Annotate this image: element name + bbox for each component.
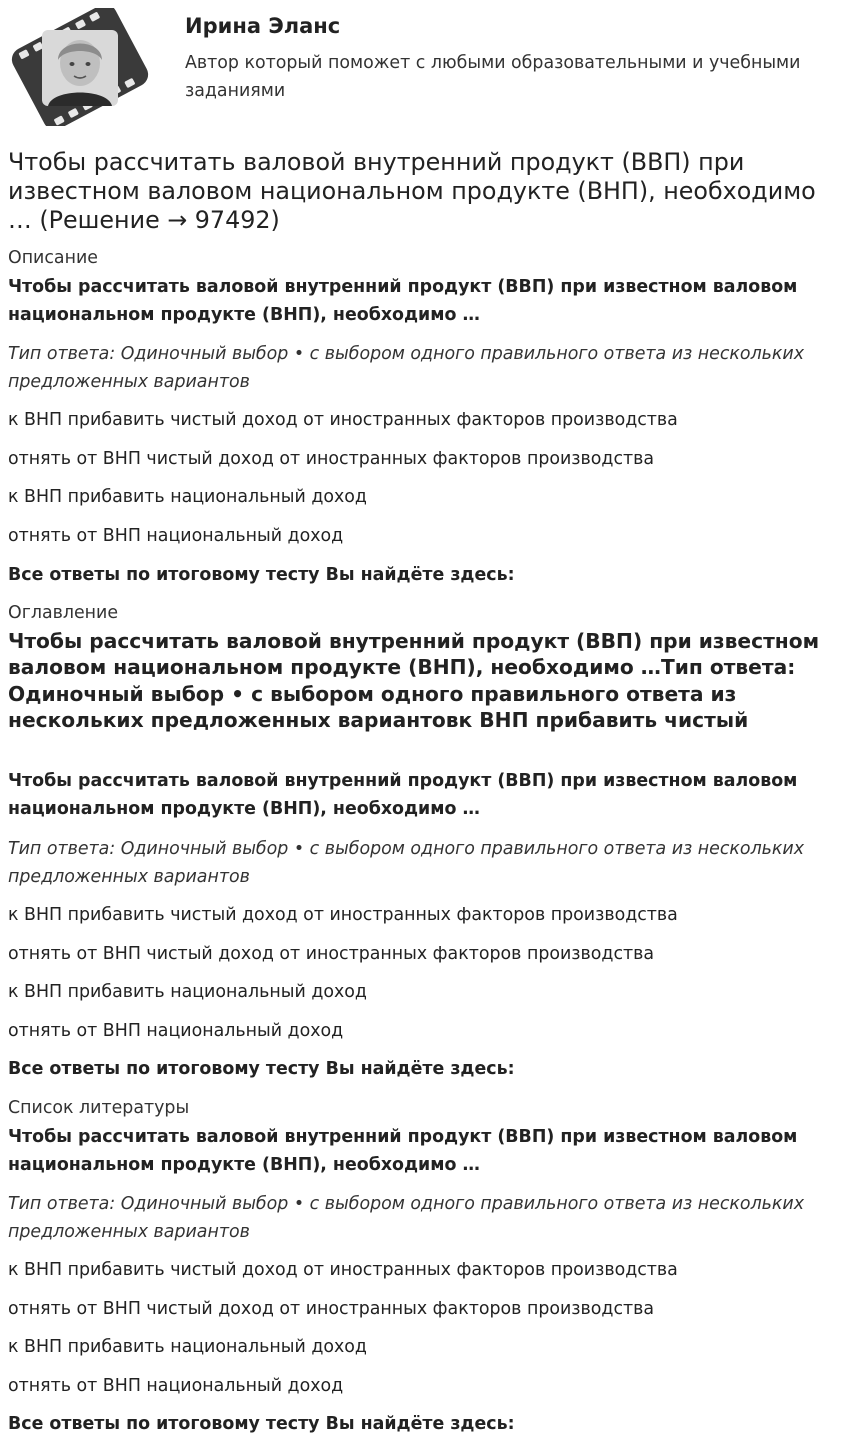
option-item: к ВНП прибавить национальный доход [8, 982, 367, 1002]
literature-answer-type [8, 1190, 838, 1246]
answer-type-text: Тип ответа: Одиночный выбор • с выбором одного правильного ответа из нескольких предложенных вариантов [8, 839, 805, 887]
author-card [0, 0, 847, 135]
question-text: Чтобы рассчитать валовой внутренний продукт (ВВП) при известном валовом национальном продукте (ВНП), необходимо … [8, 771, 798, 819]
author-name[interactable]: Ирина Эланс [185, 14, 341, 38]
answer-type-text: Тип ответа: Одиночный выбор • с выбором одного правильного ответа из нескольких предложенных вариантов [8, 1194, 805, 1242]
option-item: отнять от ВНП чистый доход от иностранных факторов производства [8, 449, 655, 469]
answer-type-text: Тип ответа: Одиночный выбор • с выбором одного правильного ответа из нескольких предложенных вариантов [8, 344, 805, 392]
literature-section [8, 1098, 838, 1118]
page-title: Чтобы рассчитать валовой внутренний продукт (ВВП) при известном валовом национальном продукте (ВНП), необходимо … (Решение → 97492) [8, 148, 816, 234]
contents-heading: Чтобы рассчитать валовой внутренний продукт (ВВП) при известном валовом национальном продукте (ВНП), необходимо …Тип ответа: Одиночный выбор • с выбором одного правильного ответа из нескольких предложенных вариантовк ВНП прибавить чистый [8, 629, 820, 732]
section-label-literature: Список литературы [8, 1098, 190, 1118]
option-item: отнять от ВНП чистый доход от иностранных факторов производства [8, 1299, 655, 1319]
option-item: отнять от ВНП чистый доход от иностранных факторов производства [8, 944, 655, 964]
answers-note[interactable]: Все ответы по итоговому тесту Вы найдёте здесь: [8, 1059, 515, 1079]
option-item: к ВНП прибавить национальный доход [8, 487, 367, 507]
section-label-contents: Оглавление [8, 603, 119, 623]
question-text: Чтобы рассчитать валовой внутренний продукт (ВВП) при известном валовом национальном продукте (ВНП), необходимо … [8, 277, 798, 325]
answers-note[interactable]: Все ответы по итоговому тесту Вы найдёте здесь: [8, 565, 515, 585]
avatar-filmstrip-icon [8, 8, 152, 126]
description-answer-type [8, 340, 838, 396]
option-item: к ВНП прибавить чистый доход от иностранных факторов производства [8, 1260, 678, 1280]
author-avatar[interactable] [8, 8, 152, 126]
literature-question [8, 1123, 838, 1179]
contents-answer-type [8, 835, 838, 891]
description-answers-note [8, 565, 838, 585]
contents-question [8, 767, 838, 823]
section-label-description: Описание [8, 248, 98, 268]
description-section [8, 248, 838, 268]
option-item: к ВНП прибавить чистый доход от иностранных факторов производства [8, 905, 678, 925]
contents-heading-block [8, 628, 838, 733]
literature-answers-note [8, 1414, 838, 1434]
option-item: отнять от ВНП национальный доход [8, 1376, 344, 1396]
contents-section [8, 603, 838, 623]
author-description: Автор который поможет с любыми образовательными и учебными заданиями [185, 53, 801, 101]
option-item: отнять от ВНП национальный доход [8, 1021, 344, 1041]
option-item: отнять от ВНП национальный доход [8, 526, 344, 546]
answers-note[interactable]: Все ответы по итоговому тесту Вы найдёте здесь: [8, 1414, 515, 1434]
option-item: к ВНП прибавить национальный доход [8, 1337, 367, 1357]
description-question [8, 273, 838, 329]
question-text: Чтобы рассчитать валовой внутренний продукт (ВВП) при известном валовом национальном продукте (ВНП), необходимо … [8, 1127, 798, 1175]
contents-answers-note [8, 1059, 838, 1079]
option-item: к ВНП прибавить чистый доход от иностранных факторов производства [8, 410, 678, 430]
